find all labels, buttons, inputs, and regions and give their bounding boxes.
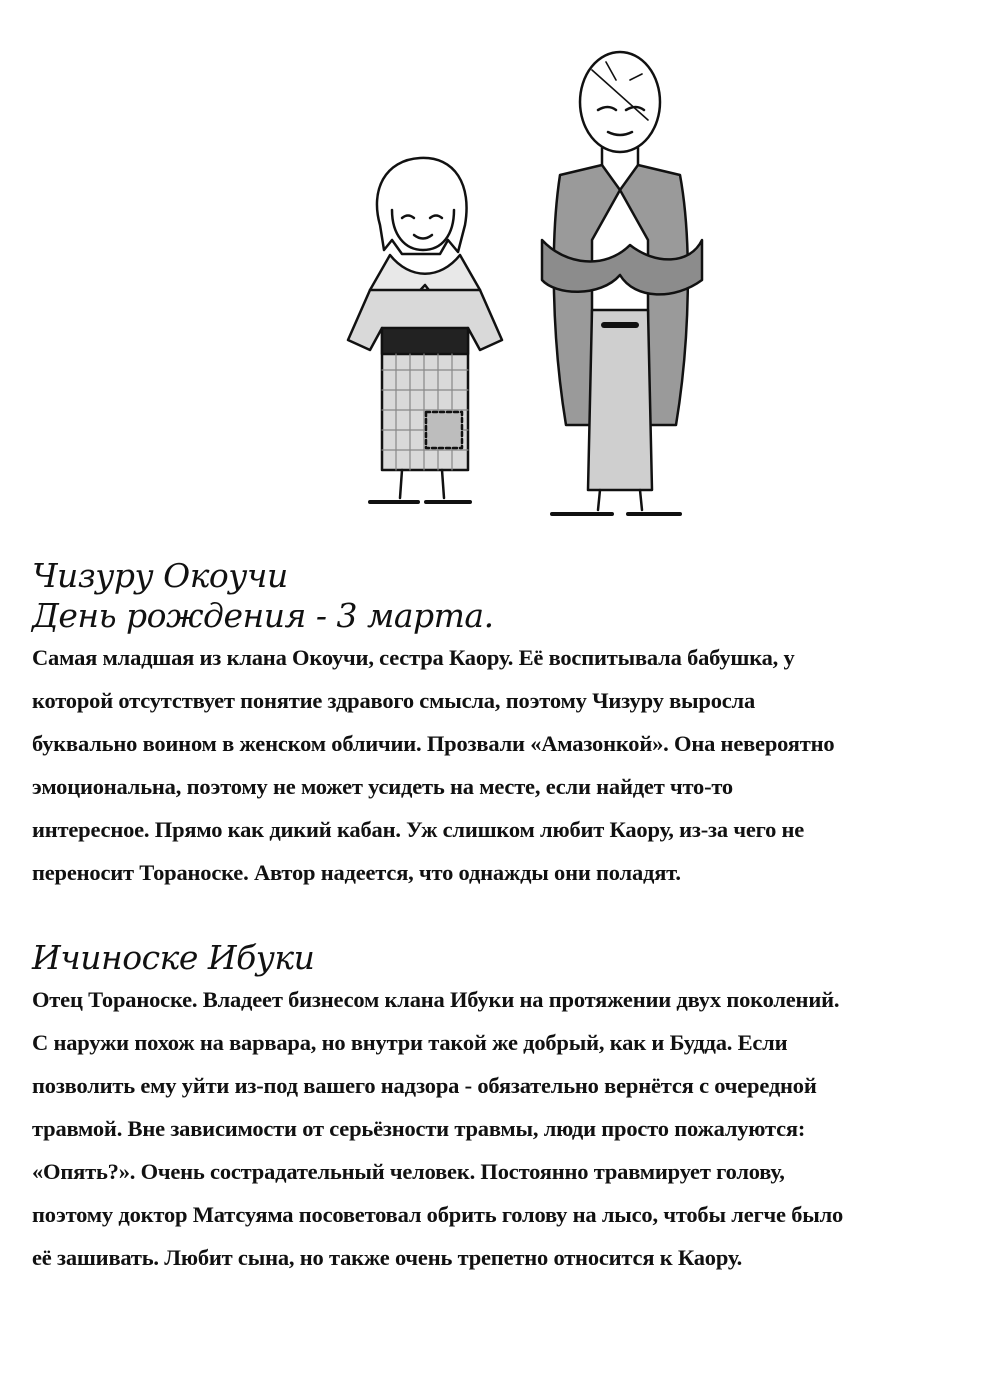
description-line: буквально воином в женском обличии. Прозвали «Амазонкой». Она невероятно [32, 731, 835, 756]
girl-figure [348, 158, 502, 502]
profile-ichinoske [32, 938, 962, 1279]
character-birthday: День рождения - 3 марта. [32, 596, 494, 635]
description-line: эмоциональна, поэтому не может усидеть на месте, если найдет что-то [32, 774, 733, 799]
character-name: Ичиноске Ибуки [32, 938, 315, 977]
description-line: С наружи похож на варвара, но внутри такой же добрый, как и Будда. Если [32, 1030, 788, 1055]
description-line: которой отсутствует понятие здравого смысла, поэтому Чизуру выросла [32, 688, 756, 713]
description-line: «Опять?». Очень сострадательный человек. Постоянно травмирует голову, [32, 1159, 785, 1184]
description-line: Отец Тораноске. Владеет бизнесом клана Ибуки на протяжении двух поколений. [32, 987, 840, 1012]
character-description [32, 978, 962, 1279]
two-characters-in-kimono-illustration [330, 40, 710, 530]
character-name: Чизуру Окоучи [32, 556, 288, 595]
description-line: переносит Тораноске. Автор надеется, что однажды они поладят. [32, 860, 681, 885]
description-line: травмой. Вне зависимости от серьёзности травмы, люди просто пожалуются: [32, 1116, 806, 1141]
character-illustration [330, 40, 710, 530]
description-line: поэтому доктор Матсуяма посоветовал обрить голову на лысо, чтобы легче было [32, 1202, 844, 1227]
character-description [32, 636, 962, 894]
description-line: позволить ему уйти из-под вашего надзора - обязательно вернётся с очередной [32, 1073, 817, 1098]
profile-chizuru [32, 556, 962, 894]
description-line: Самая младшая из клана Окоучи, сестра Каору. Её воспитывала бабушка, у [32, 645, 795, 670]
man-figure [542, 52, 702, 514]
description-line: её зашивать. Любит сына, но также очень трепетно относится к Каору. [32, 1245, 743, 1270]
description-line: интересное. Прямо как дикий кабан. Уж слишком любит Каору, из-за чего не [32, 817, 805, 842]
